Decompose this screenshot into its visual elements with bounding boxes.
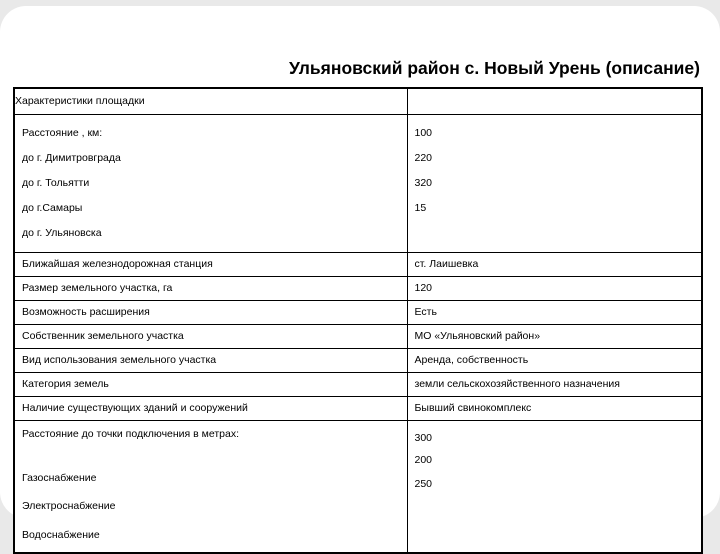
table-row xyxy=(14,277,702,301)
row-value-owner xyxy=(407,325,702,349)
specification-table-container xyxy=(13,87,701,554)
connection-value-gas: 300 xyxy=(414,432,433,444)
distance-value-tolyatti: 220 xyxy=(414,152,433,164)
row-label-land-category xyxy=(14,373,407,397)
row-value-usage-type xyxy=(407,349,702,373)
row-value-text: Есть xyxy=(414,306,437,318)
connection-label-gas: Газоснабжение xyxy=(22,472,97,484)
connection-label-electricity: Электроснабжение xyxy=(22,500,116,512)
distance-label-samara: до г.Самары xyxy=(22,202,83,214)
table-row xyxy=(14,373,702,397)
row-label-text: Размер земельного участка, га xyxy=(22,282,173,294)
row-value-text: Бывший свинокомплекс xyxy=(414,402,532,414)
row-label-text: Наличие существующих зданий и сооружений xyxy=(22,402,248,414)
row-label-expansion xyxy=(14,301,407,325)
row-label-plot-size xyxy=(14,277,407,301)
row-value-plot-size xyxy=(407,277,702,301)
distance-label-dimitrovgrad: до г. Димитровграда xyxy=(22,152,121,164)
row-value-text: МО «Ульяновский район» xyxy=(414,330,541,342)
distance-label-ulyanovsk: до г. Ульяновска xyxy=(22,227,102,239)
page-title: Ульяновский район с. Новый Урень (описание) xyxy=(289,58,700,78)
row-value-text: Аренда, собственность xyxy=(414,354,529,366)
connection-values-cell xyxy=(407,421,702,554)
row-value-text: земли сельскохозяйственного назначения xyxy=(414,378,620,390)
distance-labels-cell xyxy=(14,115,407,253)
connection-value-electricity: 200 xyxy=(414,454,433,466)
distance-label-tolyatti: до г. Тольятти xyxy=(22,177,90,189)
row-label-text: Ближайшая железнодорожная станция xyxy=(22,258,213,270)
specification-table xyxy=(13,87,703,554)
distance-value-ulyanovsk: 15 xyxy=(414,202,427,214)
table-row xyxy=(14,325,702,349)
row-label-railway-station xyxy=(14,253,407,277)
table-row xyxy=(14,253,702,277)
table-row-distances xyxy=(14,115,702,253)
row-value-expansion xyxy=(407,301,702,325)
row-label-usage-type xyxy=(14,349,407,373)
row-value-text: 120 xyxy=(414,282,433,294)
row-label-text: Вид использования земельного участка xyxy=(22,354,217,366)
row-label-text: Возможность расширения xyxy=(22,306,150,318)
row-label-text: Собственник земельного участка xyxy=(22,330,184,342)
row-label-existing-buildings xyxy=(14,397,407,421)
row-value-railway-station xyxy=(407,253,702,277)
row-label-owner xyxy=(14,325,407,349)
distance-values-cell xyxy=(407,115,702,253)
column-header-characteristics: Характеристики площадки xyxy=(14,88,407,115)
table-row xyxy=(14,349,702,373)
connection-heading: Расстояние до точки подключения в метрах: xyxy=(22,428,240,440)
row-value-land-category xyxy=(407,373,702,397)
table-row xyxy=(14,301,702,325)
connection-labels-cell xyxy=(14,421,407,554)
table-row xyxy=(14,397,702,421)
connection-value-water: 250 xyxy=(414,478,433,490)
row-label-text: Категория земель xyxy=(22,378,109,390)
table-header-row xyxy=(14,88,702,115)
connection-label-water: Водоснабжение xyxy=(22,529,100,541)
row-value-text: ст. Лаишевка xyxy=(414,258,479,270)
distance-value-dimitrovgrad: 100 xyxy=(414,127,433,139)
slide-canvas xyxy=(0,6,720,541)
table-row-connections xyxy=(14,421,702,554)
column-header-values xyxy=(407,88,702,115)
distance-value-samara: 320 xyxy=(414,177,433,189)
row-value-existing-buildings xyxy=(407,397,702,421)
distance-heading: Расстояние , км: xyxy=(22,127,103,139)
